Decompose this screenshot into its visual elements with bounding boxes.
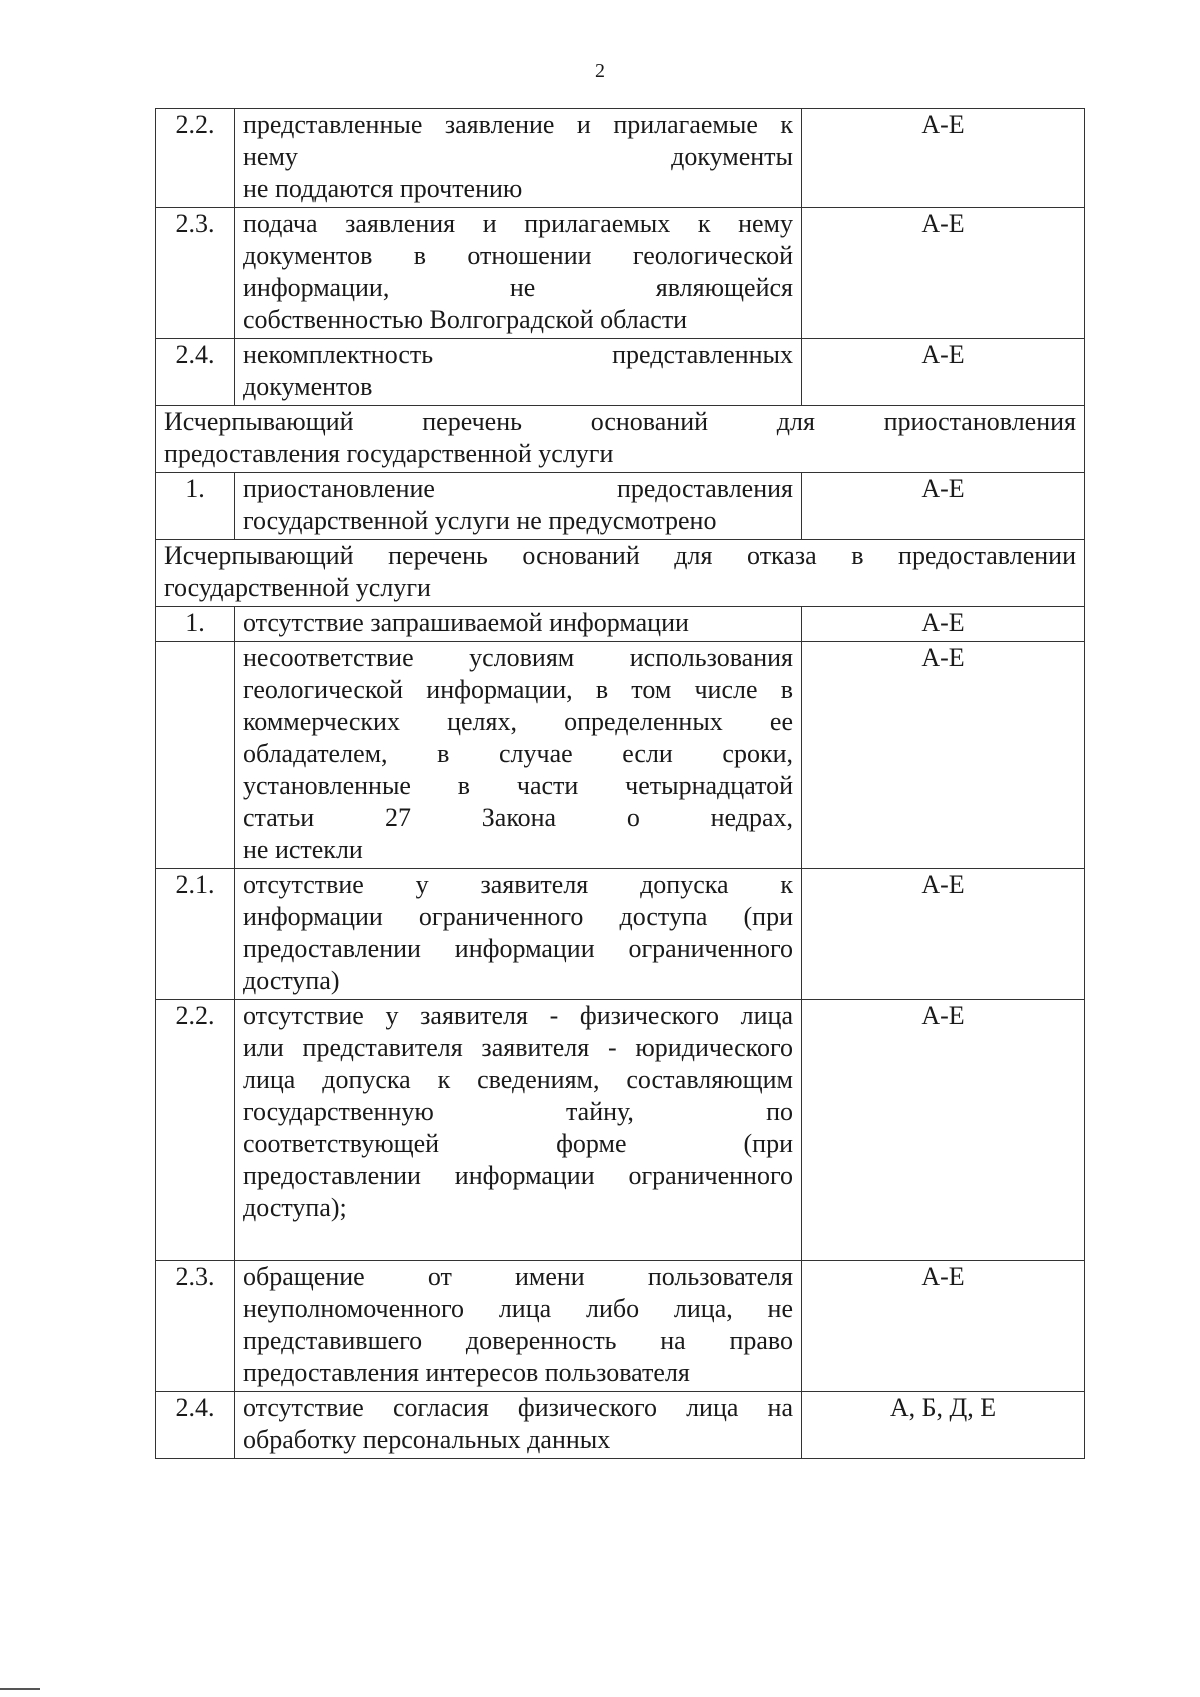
row-description xyxy=(235,109,802,208)
row-description xyxy=(235,607,802,642)
row-number: 2.2. xyxy=(156,109,235,208)
table-row xyxy=(156,607,1085,642)
row-description-line: обладателем, в случае если сроки, xyxy=(243,739,793,768)
row-number: 1. xyxy=(156,607,235,642)
row-description-line: не поддаются прочтению xyxy=(243,174,523,203)
applicant-category-code: А, Б, Д, Е xyxy=(802,1392,1085,1459)
row-description-line: или представителя заявителя - юридического xyxy=(243,1033,793,1062)
section-header-text xyxy=(156,406,1085,473)
row-number: 2.2. xyxy=(156,1000,235,1261)
section-header-line: Исчерпывающий перечень оснований для отказа в предоставлении xyxy=(164,541,1076,570)
table-row xyxy=(156,208,1085,339)
section-header-row xyxy=(156,406,1085,473)
row-description-line: неуполномоченного лица либо лица, не xyxy=(243,1294,793,1323)
row-description-line: лица допуска к сведениям, составляющим xyxy=(243,1065,793,1094)
section-header-line: предоставления государственной услуги xyxy=(164,439,614,468)
row-description-line: подача заявления и прилагаемых к нему xyxy=(243,209,793,238)
row-description-line: предоставлении информации ограниченного xyxy=(243,934,793,963)
row-description-line: доступа) xyxy=(243,966,340,995)
row-description xyxy=(235,642,802,869)
row-description-line: информации ограниченного доступа (при xyxy=(243,902,793,931)
section-header-line: Исчерпывающий перечень оснований для приостановления xyxy=(164,407,1076,436)
grounds-table xyxy=(155,108,1085,1459)
applicant-category-code: А-Е xyxy=(802,869,1085,1000)
row-description xyxy=(235,869,802,1000)
table-row xyxy=(156,1000,1085,1261)
row-description-line: предоставления интересов пользователя xyxy=(243,1358,690,1387)
row-description-line: коммерческих целях, определенных ее xyxy=(243,707,793,736)
applicant-category-code: А-Е xyxy=(802,1000,1085,1261)
row-description-line: собственностью Волгоградской области xyxy=(243,305,688,334)
row-description xyxy=(235,473,802,540)
table-row xyxy=(156,339,1085,406)
applicant-category-code: А-Е xyxy=(802,642,1085,869)
page-number: 2 xyxy=(595,60,605,82)
applicant-category-code: А-Е xyxy=(802,208,1085,339)
row-description-line: приостановление предоставления xyxy=(243,474,793,503)
table-row xyxy=(156,869,1085,1000)
grounds-table-body xyxy=(156,109,1085,1459)
row-description-line: отсутствие у заявителя допуска к xyxy=(243,870,793,899)
applicant-category-code: А-Е xyxy=(802,1261,1085,1392)
row-description xyxy=(235,208,802,339)
row-description-line: представленные заявление и прилагаемые к xyxy=(243,110,793,139)
row-description-line: отсутствие у заявителя - физического лица xyxy=(243,1001,793,1030)
table-row xyxy=(156,109,1085,208)
row-description xyxy=(235,1392,802,1459)
row-number: 2.4. xyxy=(156,339,235,406)
row-description-line: статьи 27 Закона о недрах, xyxy=(243,803,793,832)
row-number: 1. xyxy=(156,473,235,540)
row-description-line: отсутствие запрашиваемой информации xyxy=(243,608,689,637)
applicant-category-code: А-Е xyxy=(802,473,1085,540)
row-description-line: нему документы xyxy=(243,142,793,171)
row-description-line: геологической информации, в том числе в xyxy=(243,675,793,704)
row-number: 2.1. xyxy=(156,869,235,1000)
section-header-row xyxy=(156,540,1085,607)
row-description-line: информации, не являющейся xyxy=(243,273,793,302)
row-number: 2.3. xyxy=(156,208,235,339)
applicant-category-code: А-Е xyxy=(802,109,1085,208)
row-description-line: представившего доверенность на право xyxy=(243,1326,793,1355)
row-description xyxy=(235,1000,802,1261)
row-number: 2.3. xyxy=(156,1261,235,1392)
row-description-line: предоставлении информации ограниченного xyxy=(243,1161,793,1190)
table-row xyxy=(156,473,1085,540)
table-row xyxy=(156,1392,1085,1459)
row-description-line: установленные в части четырнадцатой xyxy=(243,771,793,800)
row-description-line: документов xyxy=(243,372,373,401)
row-description xyxy=(235,1261,802,1392)
row-description-line: некомплектность представленных xyxy=(243,340,793,369)
row-number xyxy=(156,642,235,869)
section-header-line: государственной услуги xyxy=(164,573,431,602)
row-description-line: обработку персональных данных xyxy=(243,1425,611,1454)
section-header-text xyxy=(156,540,1085,607)
table-row xyxy=(156,1261,1085,1392)
row-description-line: отсутствие согласия физического лица на xyxy=(243,1393,793,1422)
row-description-line: доступа); xyxy=(243,1193,347,1222)
row-number: 2.4. xyxy=(156,1392,235,1459)
row-description-line: документов в отношении геологической xyxy=(243,241,793,270)
row-description-line: государственную тайну, по xyxy=(243,1097,793,1126)
applicant-category-code: А-Е xyxy=(802,339,1085,406)
row-description-line: не истекли xyxy=(243,835,363,864)
cell-spacer xyxy=(243,1224,793,1258)
row-description-line: обращение от имени пользователя xyxy=(243,1262,793,1291)
row-description-line: государственной услуги не предусмотрено xyxy=(243,506,717,535)
row-description-line: несоответствие условиям использования xyxy=(243,643,793,672)
table-row xyxy=(156,642,1085,869)
row-description-line: соответствующей форме (при xyxy=(243,1129,793,1158)
scan-edge-mark xyxy=(0,1688,40,1690)
row-description xyxy=(235,339,802,406)
applicant-category-code: А-Е xyxy=(802,607,1085,642)
